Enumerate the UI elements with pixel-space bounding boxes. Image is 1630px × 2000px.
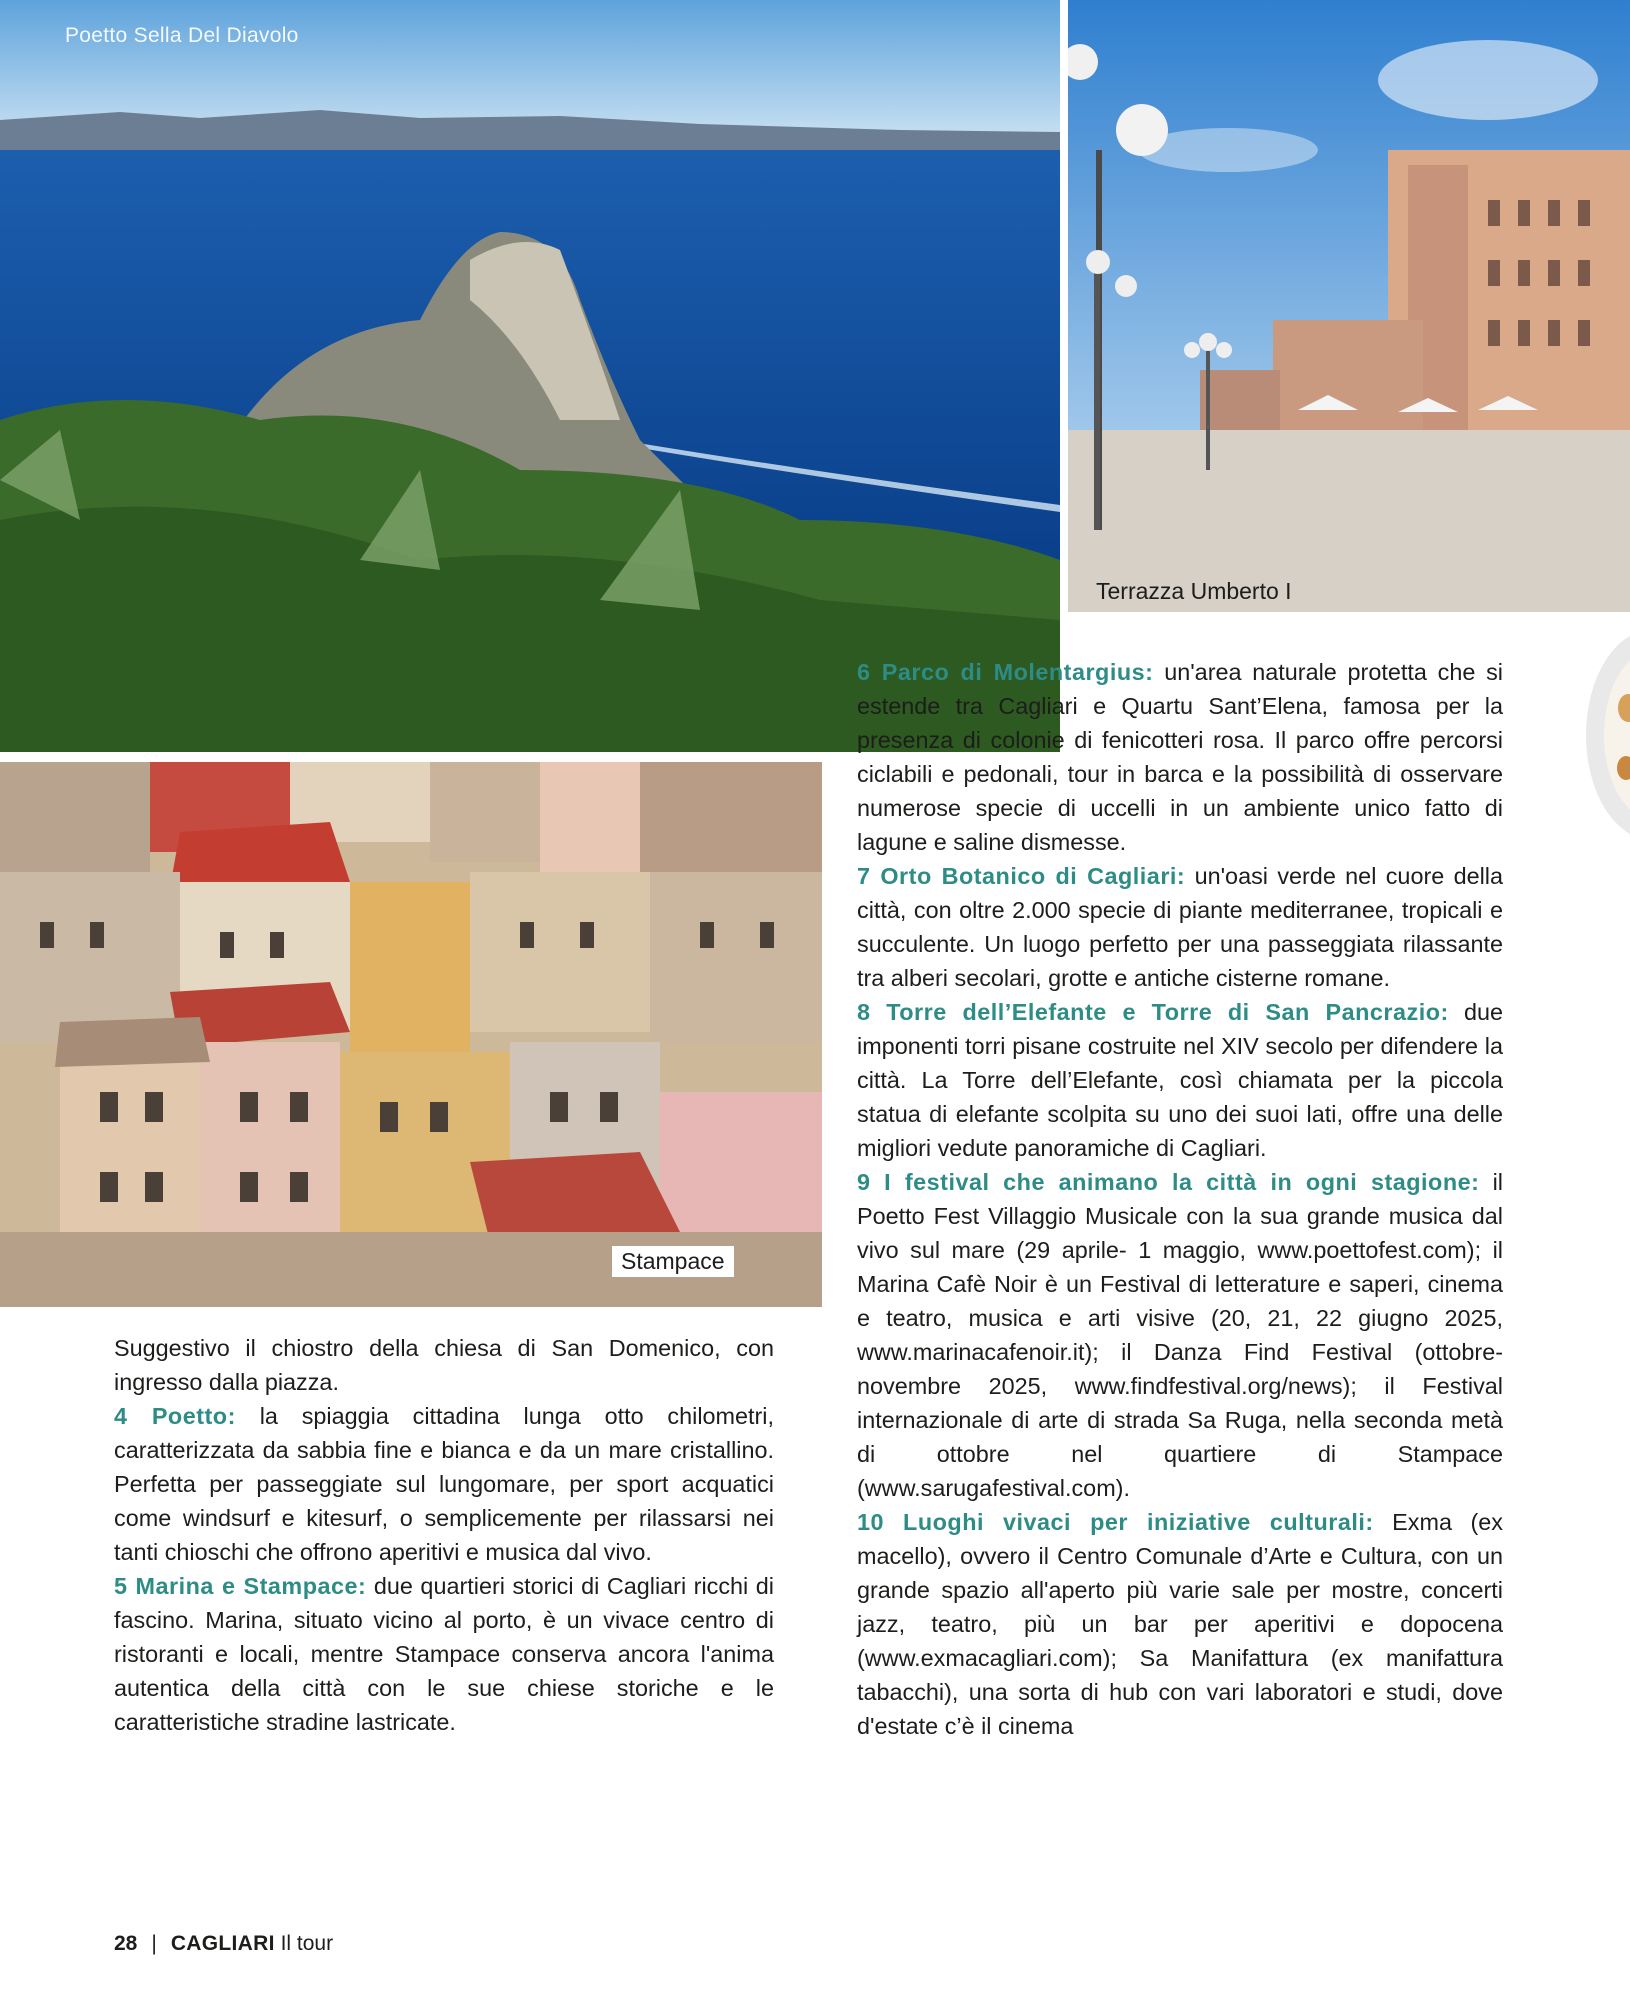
photo-sella-del-diavolo (0, 0, 1060, 752)
section-heading: 9 I festival che animano la città in ogni stagione: (857, 1169, 1480, 1195)
section-luoghi-culturali (857, 1505, 1503, 1743)
section-text: la spiaggia cittadina lunga otto chilometri, caratterizzata da sabbia fine e bianca e da un mare cristallino. Perfetta per passeggiate sul lungomare, per sport acquatici come windsurf e kitesurf, o semplicemente per rilassarsi nei tanti chioschi che offrono aperitivi e musica dal vivo. (114, 1403, 774, 1565)
section-text: un'oasi verde nel cuore della città, con oltre 2.000 specie di piante mediterranee, tropicali e succulente. Un luogo perfetto per una passeggiata rilassante tra alberi secolari, grotte e antiche cisterne romane. (857, 863, 1504, 991)
section-text: due quartieri storici di Cagliari ricchi di fascino. Marina, situato vicino al porto, è un vivace centro di ristoranti e locali, mentre Stampace conserva ancora l'anima autentica della città con le sue chiese storiche e le caratteristiche stradine lastricate. (114, 1573, 774, 1735)
section-text: un'area naturale protetta che si estende tra Cagliari e Quartu Sant’Elena, famosa per la presenza di colonie di fenicotteri rosa. Il parco offre percorsi ciclabili e pedonali, tour in barca e la possibilità di osservare numerose specie di uccelli in un ambiente unico fatto di lagune e saline dismesse. (857, 659, 1503, 855)
section-text: Exma (ex macello), ovvero il Centro Comunale d’Arte e Cultura, con un grande spazio all'aperto più varie sale per mostre, concerti jazz, teatro, più un bar per aperitivi e dopocena (www.exmacagliari.com); Sa Manifattura (ex manifattura tabacchi), una sorta di hub con vari laboratori e studi, dove d'estate c’è il cinema (857, 1509, 1503, 1739)
right-text-column (857, 655, 1503, 1743)
section-heading: 4 Poetto: (114, 1403, 236, 1429)
section-text: il Poetto Fest Villaggio Musicale con la sua grande musica dal vivo sul mare (29 aprile- 1 maggio, www.poettofest.com); il Marina Cafè Noir è un Festival di letterature e saperi, cinema e teatro, musica e arti visive (20, 21, 22 giugno 2025, www.marinacafenoir.it); il Danza Find Festival (ottobre-novembre 2025, www.findfestival.org/news); il Festival internazionale di arte di strada Sa Ruga, nella seconda metà di ottobre nel quartiere di Stampace (www.sarugafestival.com). (857, 1169, 1504, 1501)
photo-partial-right (1582, 628, 1630, 843)
intro-paragraph: Suggestivo il chiostro della chiesa di San Domenico, con ingresso dalla piazza. (114, 1335, 774, 1395)
page-footer (114, 1932, 333, 1956)
photo-caption-sella: Poetto Sella Del Diavolo (65, 24, 299, 47)
section-festival (857, 1165, 1503, 1505)
section-name: Il tour (280, 1932, 334, 1955)
section-heading: 5 Marina e Stampace: (114, 1573, 367, 1599)
section-orto-botanico (857, 859, 1503, 995)
photo-caption-terrazza: Terrazza Umberto I (1096, 578, 1292, 604)
page-number: 28 (114, 1932, 138, 1955)
left-text-column (114, 1331, 774, 1739)
photo-caption-stampace: Stampace (612, 1246, 734, 1277)
section-text: due imponenti torri pisane costruite nel XIV secolo per difendere la città. La Torre dell’Elefante, così chiamata per la piccola statua di elefante scolpita su uno dei suoi lati, offre una delle migliori vedute panoramiche di Cagliari. (857, 999, 1504, 1161)
section-torri (857, 995, 1503, 1165)
magazine-name: CAGLIARI (170, 1932, 275, 1955)
footer-separator: | (151, 1932, 157, 1955)
photo-stampace (0, 762, 822, 1307)
section-heading: 6 Parco di Molentargius: (857, 659, 1154, 685)
section-heading: 8 Torre dell’Elefante e Torre di San Pancrazio: (857, 999, 1449, 1025)
section-marina-stampace (114, 1569, 774, 1739)
section-molentargius (857, 655, 1503, 859)
section-heading: 7 Orto Botanico di Cagliari: (857, 863, 1186, 889)
section-poetto (114, 1399, 774, 1569)
section-heading: 10 Luoghi vivaci per iniziative culturali: (857, 1509, 1374, 1535)
photo-terrazza-umberto (1068, 0, 1630, 612)
